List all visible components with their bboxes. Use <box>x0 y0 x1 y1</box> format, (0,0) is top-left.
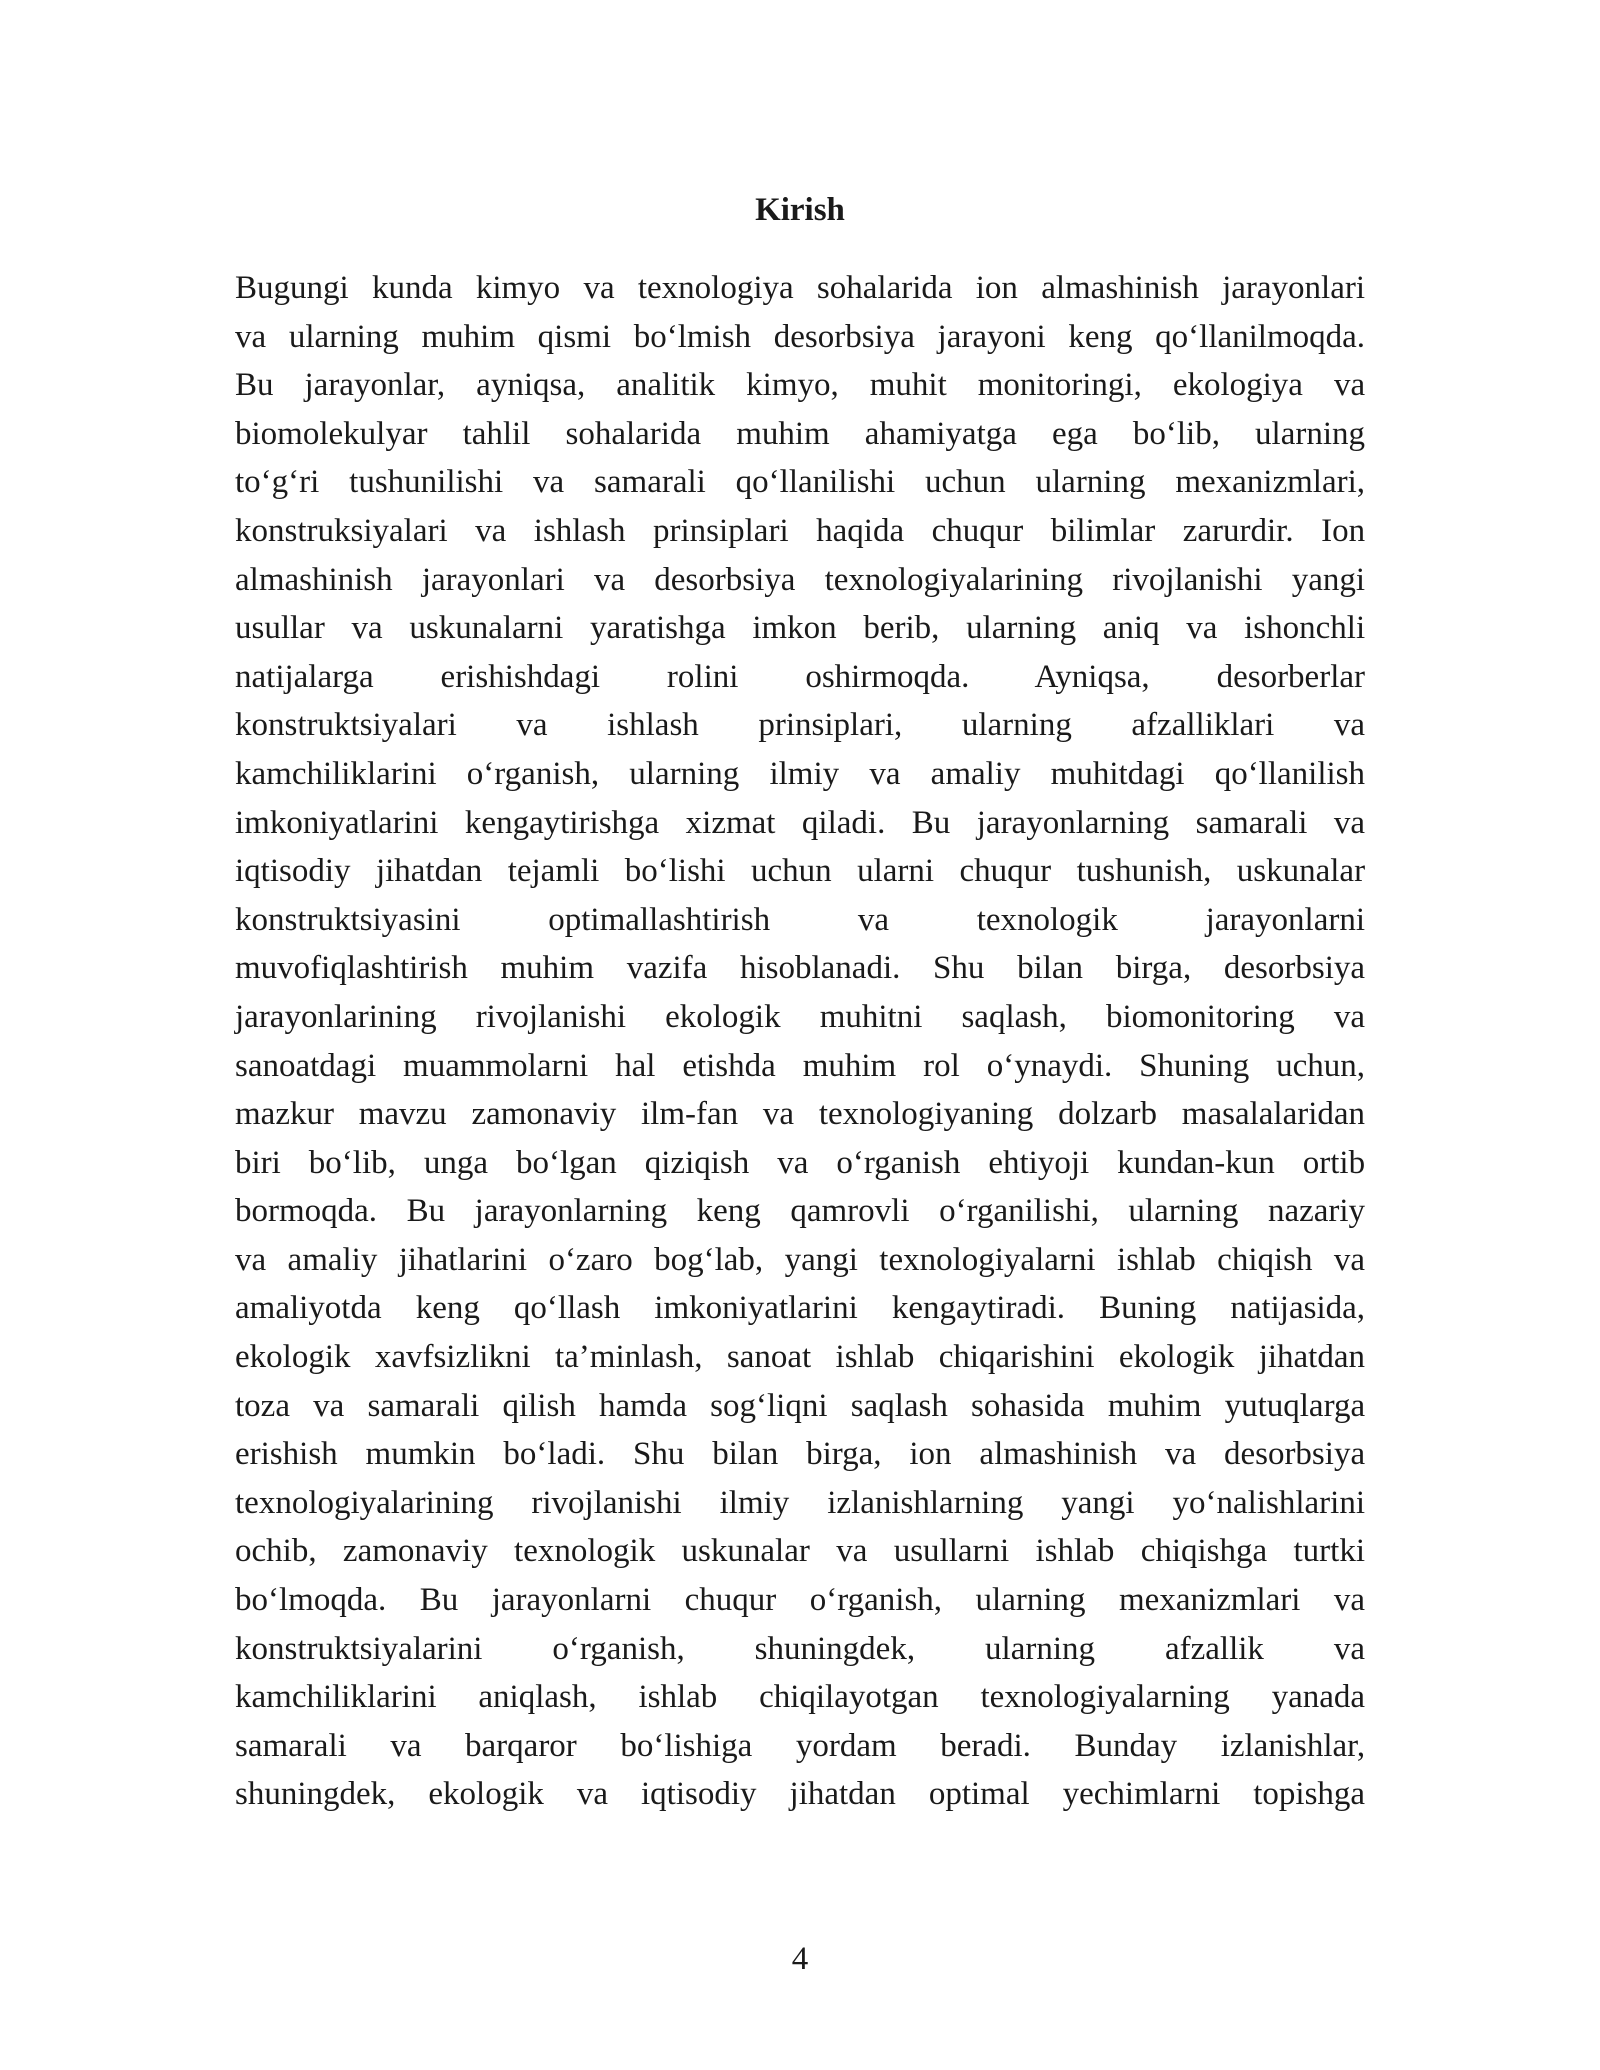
text-line: ochib, zamonaviy texnologik uskunalar va usullarni ishlab chiqishga turtki <box>235 1533 1366 1570</box>
body-paragraph <box>235 264 1365 1819</box>
text-line: konstruksiyalari va ishlash prinsiplari haqida chuqur bilimlar zarurdir. Ion <box>235 512 1366 549</box>
text-line: Bu jarayonlar, ayniqsa, analitik kimyo, muhit monitoringi, ekologiya va <box>235 367 1366 404</box>
text-line: erishish mumkin bo‘ladi. Shu bilan birga, ion almashinish va desorbsiya <box>235 1436 1366 1473</box>
text-line: bo‘lmoqda. Bu jarayonlarni chuqur o‘rganish, ularning mexanizmlari va <box>235 1582 1366 1619</box>
text-line: kamchiliklarini o‘rganish, ularning ilmiy va amaliy muhitdagi qo‘llanilish <box>235 755 1366 792</box>
text-line: iqtisodiy jihatdan tejamli bo‘lishi uchun ularni chuqur tushunish, uskunalar <box>235 853 1366 890</box>
text-line: to‘g‘ri tushunilishi va samarali qo‘llanilishi uchun ularning mexanizmlari, <box>235 464 1365 501</box>
text-line: biri bo‘lib, unga bo‘lgan qiziqish va o‘rganish ehtiyoji kundan-kun ortib <box>235 1144 1366 1181</box>
text-line: samarali va barqaror bo‘lishiga yordam beradi. Bunday izlanishlar, <box>235 1727 1366 1764</box>
text-line: shuningdek, ekologik va iqtisodiy jihatdan optimal yechimlarni topishga <box>235 1776 1366 1813</box>
text-line: kamchiliklarini aniqlash, ishlab chiqilayotgan texnologiyalarning yanada <box>235 1679 1366 1716</box>
section-title: Kirish <box>755 192 845 228</box>
text-line: va ularning muhim qismi bo‘lmish desorbsiya jarayoni keng qo‘llanilmoqda. <box>235 318 1366 355</box>
text-line: ekologik xavfsizlikni ta’minlash, sanoat ishlab chiqarishini ekologik jihatdan <box>235 1339 1366 1376</box>
text-line: almashinish jarayonlari va desorbsiya texnologiyalarining rivojlanishi yangi <box>235 561 1366 598</box>
text-line: mazkur mavzu zamonaviy ilm-fan va texnologiyaning dolzarb masalalaridan <box>235 1096 1366 1133</box>
text-line: konstruktsiyasini optimallashtirish va texnologik jarayonlarni <box>235 901 1366 938</box>
text-line: sanoatdagi muammolarni hal etishda muhim rol o‘ynaydi. Shuning uchun, <box>235 1047 1366 1084</box>
text-line: natijalarga erishishdagi rolini oshirmoqda. Ayniqsa, desorberlar <box>235 658 1365 695</box>
text-line: muvofiqlashtirish muhim vazifa hisoblanadi. Shu bilan birga, desorbsiya <box>235 950 1366 987</box>
text-line: jarayonlarining rivojlanishi ekologik muhitni saqlash, biomonitoring va <box>235 998 1366 1035</box>
text-line: biomolekulyar tahlil sohalarida muhim ahamiyatga ega bo‘lib, ularning <box>235 415 1366 452</box>
text-line: Bugungi kunda kimyo va texnologiya sohalarida ion almashinish jarayonlari <box>235 270 1366 306</box>
text-line: bormoqda. Bu jarayonlarning keng qamrovli o‘rganilishi, ularning nazariy <box>235 1193 1366 1230</box>
text-line: toza va samarali qilish hamda sog‘liqni saqlash sohasida muhim yutuqlarga <box>235 1387 1366 1424</box>
text-line: amaliyotda keng qo‘llash imkoniyatlarini kengaytiradi. Buning natijasida, <box>235 1290 1366 1327</box>
text-line: usullar va uskunalarni yaratishga imkon berib, ularning aniq va ishonchli <box>235 610 1366 647</box>
text-line: imkoniyatlarini kengaytirishga xizmat qiladi. Bu jarayonlarning samarali va <box>235 804 1366 841</box>
text-line: konstruktsiyalari va ishlash prinsiplari, ularning afzalliklari va <box>235 707 1366 744</box>
page-number: 4 <box>791 1941 809 1977</box>
text-line: va amaliy jihatlarini o‘zaro bog‘lab, yangi texnologiyalarni ishlab chiqish va <box>235 1241 1366 1278</box>
text-line: konstruktsiyalarini o‘rganish, shuningdek, ularning afzallik va <box>235 1630 1366 1667</box>
text-line: texnologiyalarining rivojlanishi ilmiy izlanishlarning yangi yo‘nalishlarini <box>235 1484 1365 1521</box>
